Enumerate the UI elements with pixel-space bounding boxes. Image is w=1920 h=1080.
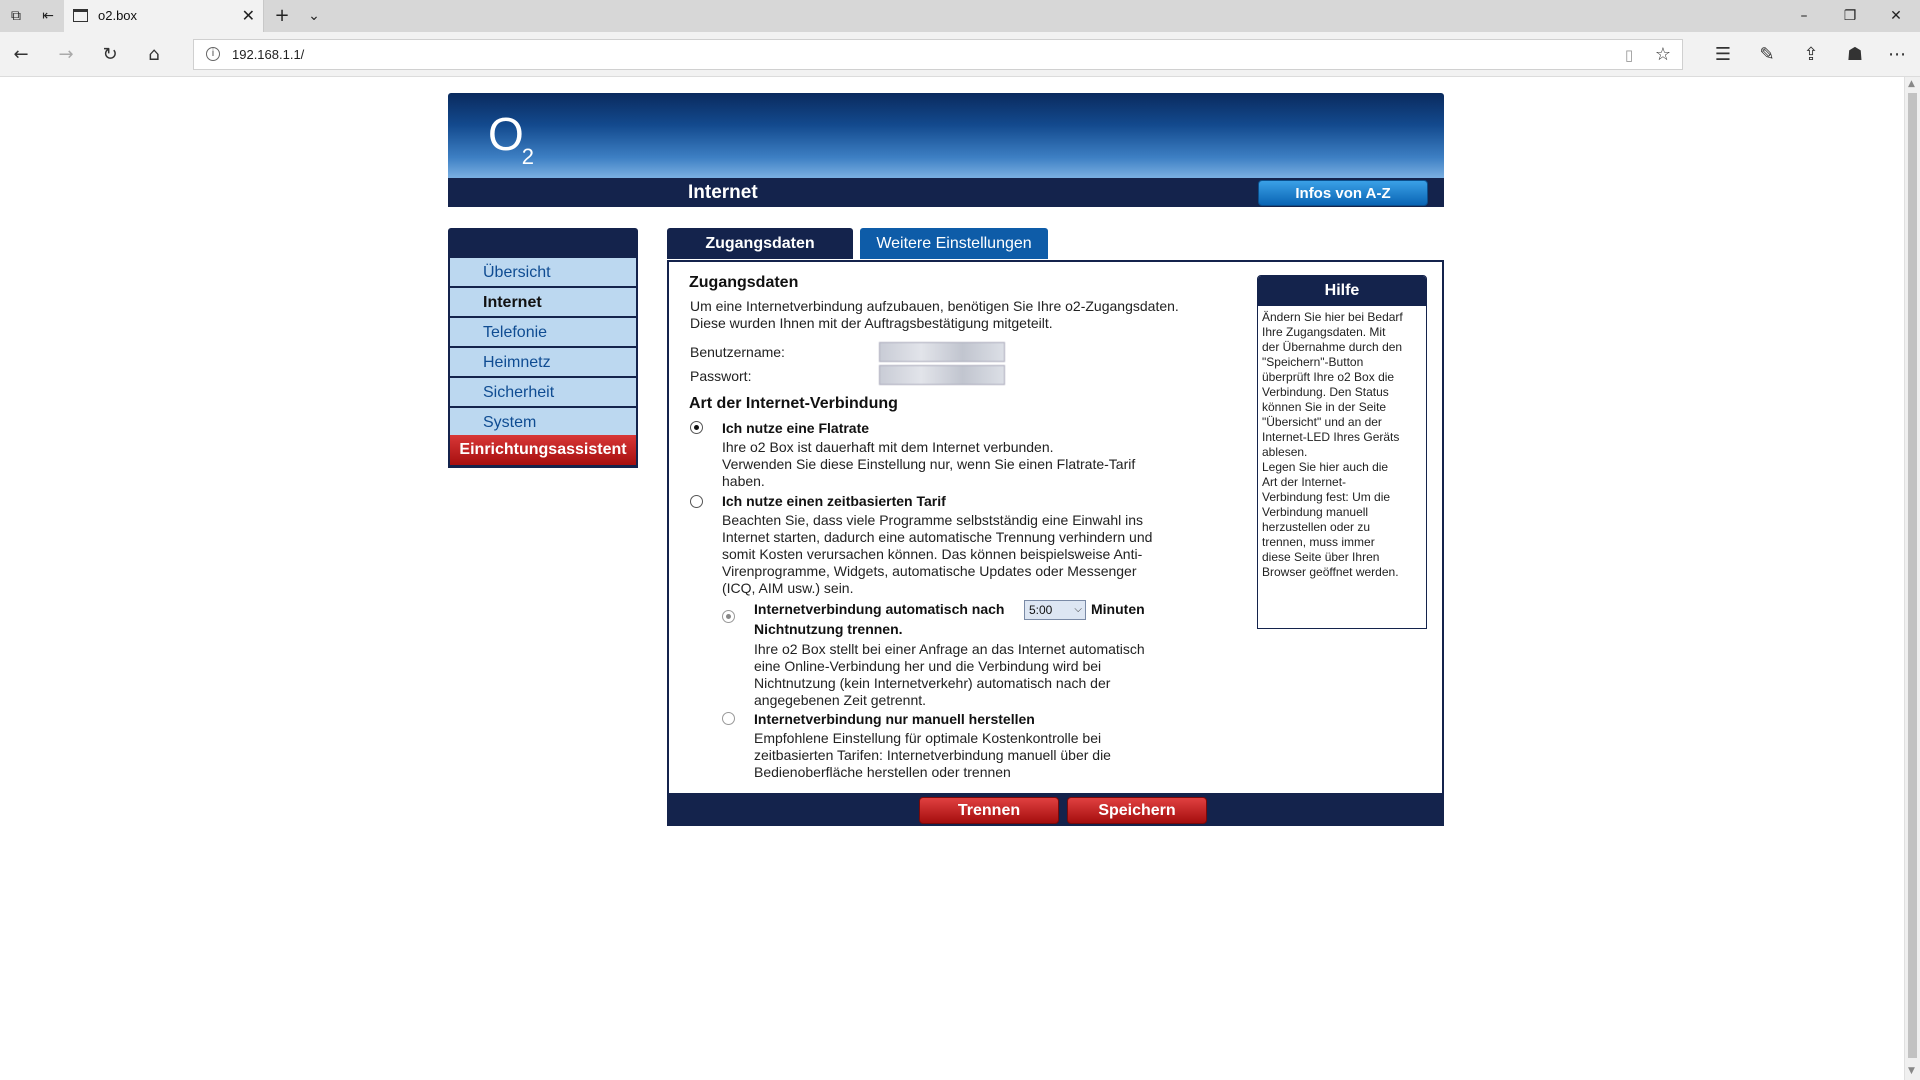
sidebar-item-sicherheit[interactable]: Sicherheit (450, 378, 636, 407)
manual-connect-label: Internetverbindung nur manuell herstellen (754, 711, 1035, 727)
section-title: Zugangsdaten (689, 274, 799, 291)
restore-icon[interactable]: ❐ (1843, 8, 1857, 24)
help-line: trennen, muss immer (1262, 535, 1375, 549)
help-line: Legen Sie hier auch die (1262, 460, 1389, 474)
username-input[interactable] (879, 342, 1005, 362)
chevron-down-icon: ⌵ (1074, 604, 1082, 615)
tab-zugangsdaten[interactable]: Zugangsdaten (667, 228, 853, 259)
help-line: Verbindung fest: Um die (1262, 490, 1391, 504)
browser-tab-title: o2.box (98, 8, 138, 23)
help-body (1258, 306, 1426, 584)
tab-weitere-einstellungen[interactable]: Weitere Einstellungen (860, 228, 1048, 259)
flatrate-desc-1: Ihre o2 Box ist dauerhaft mit dem Internet verbunden. (722, 439, 1054, 455)
address-bar[interactable] (193, 39, 1683, 70)
infos-a-z-button[interactable]: Infos von A-Z (1258, 180, 1428, 206)
help-box (1257, 275, 1427, 629)
speichern-button[interactable]: Speichern (1067, 797, 1207, 824)
help-line: der Übernahme durch den (1262, 340, 1403, 354)
reading-view-icon[interactable]: ▯ (1624, 46, 1634, 64)
help-line: Browser geöffnet werden. (1262, 565, 1399, 579)
sidebar-item-einrichtungsassistent[interactable]: Einrichtungsassistent (450, 435, 636, 465)
help-line: "Speichern"-Button (1262, 355, 1364, 369)
help-line: ablesen. (1262, 445, 1308, 459)
back-icon[interactable]: ← (13, 44, 29, 65)
timebased-desc-4: Virenprogramme, Widgets, automatische Updates oder Messenger (722, 563, 1137, 579)
refresh-icon[interactable]: ↻ (102, 44, 118, 65)
site-info-icon[interactable]: i (206, 47, 220, 61)
auto-disconnect-label: Internetverbindung automatisch nach (754, 601, 1005, 617)
page-scrollbar[interactable] (1904, 77, 1920, 1080)
page-title: Internet (688, 182, 758, 203)
timebased-desc-2: Internet starten, dadurch eine automatische Trennung verhindern und (722, 529, 1153, 545)
browser-tab-bar (0, 0, 1920, 32)
help-line: "Übersicht" und an der (1262, 415, 1382, 429)
auto-disconnect-desc-2: eine Online-Verbindung her und die Verbindung wird bei (754, 658, 1102, 674)
tab-list-chevron-icon[interactable]: ⌄ (308, 8, 320, 24)
password-label: Passwort: (690, 368, 752, 384)
password-input[interactable] (879, 365, 1005, 385)
manual-connect-desc-2: zeitbasierten Tarifen: Internetverbindung manuell über die (754, 747, 1111, 763)
auto-disconnect-desc-1: Ihre o2 Box stellt bei einer Anfrage an das Internet automatisch (754, 641, 1145, 657)
favorites-list-icon[interactable]: ☰ (1714, 44, 1732, 65)
timebased-desc-5: (ICQ, AIM usw.) sein. (722, 580, 854, 596)
minimize-icon[interactable]: – (1800, 8, 1808, 24)
manual-connect-desc-3: Bedienoberfläche herstellen oder trennen (754, 764, 1011, 780)
sidebar-item-telefonie[interactable]: Telefonie (450, 318, 636, 347)
timebased-radio[interactable] (690, 495, 703, 508)
scrollbar-thumb[interactable] (1908, 93, 1917, 1058)
username-label: Benutzername: (690, 344, 785, 360)
scroll-down-icon[interactable]: ▼ (1908, 1066, 1915, 1076)
help-line: können Sie in der Seite (1262, 400, 1387, 414)
timebased-desc-3: somit Kosten verursachen können. Das können beispielsweise Anti- (722, 546, 1143, 562)
flatrate-radio[interactable] (690, 421, 703, 434)
help-title: Hilfe (1258, 276, 1426, 306)
connection-type-title: Art der Internet-Verbindung (689, 395, 898, 412)
window-close-icon[interactable]: ✕ (1890, 8, 1902, 24)
browser-tab[interactable] (64, 0, 264, 32)
web-note-icon[interactable]: ✎ (1759, 44, 1775, 65)
intro-text-2: Diese wurden Ihnen mit der Auftragsbestätigung mitgeteilt. (690, 315, 1053, 331)
page-title-bar (448, 178, 1444, 207)
new-tab-icon[interactable]: + (274, 5, 290, 26)
timebased-option-title: Ich nutze einen zeitbasierten Tarif (722, 493, 946, 509)
browser-nav-bar (0, 32, 1920, 77)
flatrate-option-title: Ich nutze eine Flatrate (722, 420, 870, 436)
tab-preview-icon[interactable]: ⇤ (42, 8, 54, 24)
timebased-desc-1: Beachten Sie, dass viele Programme selbstständig eine Einwahl ins (722, 512, 1144, 528)
help-line: diese Seite über Ihren (1262, 550, 1380, 564)
home-icon[interactable]: ⌂ (148, 44, 160, 65)
help-line: überprüft Ihre o2 Box die (1262, 370, 1395, 384)
flatrate-desc-2: Verwenden Sie diese Einstellung nur, wenn Sie einen Flatrate-Tarif (722, 456, 1136, 472)
scroll-up-icon[interactable]: ▲ (1908, 79, 1915, 89)
forward-icon[interactable]: → (58, 44, 74, 65)
minutes-label: Minuten (1091, 601, 1145, 617)
more-menu-icon[interactable]: ⋯ (1888, 44, 1906, 65)
page-header-banner (448, 93, 1444, 185)
extension-icon[interactable]: ☗ (1846, 44, 1864, 65)
help-line: Verbindung. Den Status (1262, 385, 1389, 399)
web-page (0, 77, 1904, 1080)
sidebar-item-heimnetz[interactable]: Heimnetz (450, 348, 636, 377)
intro-text-1: Um eine Internetverbindung aufzubauen, benötigen Sie Ihre o2-Zugangsdaten. (690, 298, 1179, 314)
minutes-select-value: 5:00 (1029, 603, 1053, 617)
auto-disconnect-label-2: Nichtnutzung trennen. (754, 621, 903, 637)
sidebar-item-system[interactable]: System (450, 408, 636, 437)
auto-disconnect-desc-3: Nichtnutzung (kein Internetverkehr) automatisch nach der (754, 675, 1111, 691)
manual-connect-desc-1: Empfohlene Einstellung für optimale Kostenkontrolle bei (754, 730, 1102, 746)
sidebar-item-uebersicht[interactable]: Übersicht (450, 258, 636, 287)
favorite-star-icon[interactable]: ☆ (1654, 44, 1672, 65)
auto-disconnect-radio[interactable] (722, 610, 735, 623)
flatrate-desc-3: haben. (722, 473, 765, 489)
help-line: Art der Internet- (1262, 475, 1347, 489)
page-favicon-icon (73, 9, 88, 22)
sidebar-nav (448, 228, 638, 468)
manual-connect-radio[interactable] (722, 712, 735, 725)
sidebar-item-internet[interactable]: Internet (450, 288, 636, 317)
close-tab-icon[interactable]: ✕ (241, 6, 255, 25)
help-line: Ändern Sie hier bei Bedarf (1262, 310, 1403, 324)
help-line: Internet-LED Ihres Geräts (1262, 430, 1400, 444)
auto-disconnect-desc-4: angegebenen Zeit getrennt. (754, 692, 927, 708)
minutes-select[interactable] (1024, 600, 1086, 620)
url-text[interactable]: 192.168.1.1/ (232, 47, 305, 62)
tab-set-aside-icon[interactable]: ⧉ (11, 8, 21, 24)
trennen-button[interactable]: Trennen (919, 797, 1059, 824)
o2-logo: $O_2$ (488, 108, 535, 169)
help-line: Verbindung manuell (1262, 505, 1369, 519)
help-line: Ihre Zugangsdaten. Mit (1262, 325, 1386, 339)
help-line: herzustellen oder zu (1262, 520, 1371, 534)
content-footer-bar (667, 793, 1444, 826)
share-icon[interactable]: ⇪ (1803, 44, 1819, 65)
